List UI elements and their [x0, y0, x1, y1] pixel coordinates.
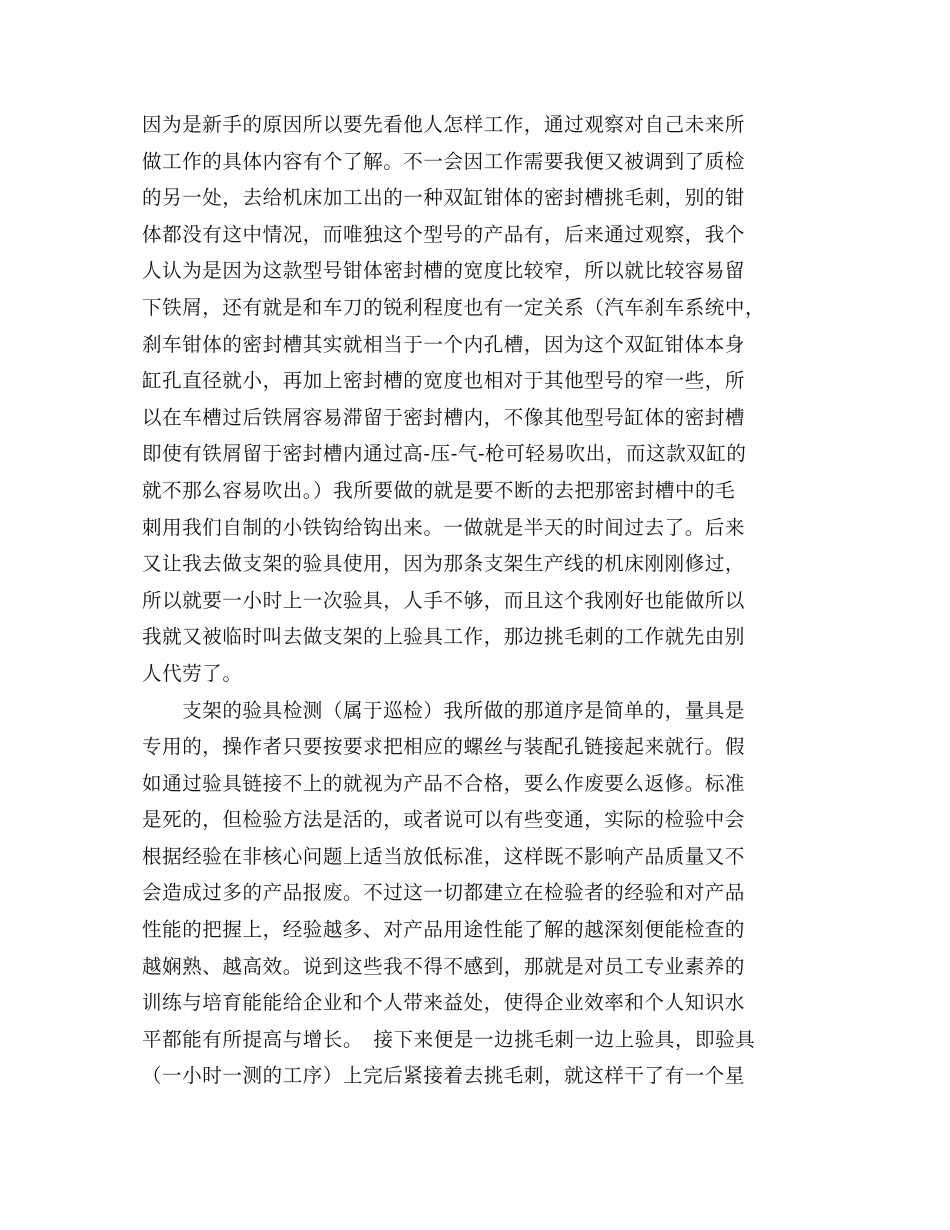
text-line: 训练与培育能能给企业和个人带来益处，使得企业效率和个人知识水 — [142, 991, 746, 1015]
text-line: 即使有铁屑留于密封槽内通过高-压-气-枪可轻易吹出，而这款双缸的 — [142, 442, 747, 466]
text-line: 我就又被临时叫去做支架的上验具工作，那边挑毛刺的工作就先由别 — [142, 625, 746, 649]
text-line: 以在车槽过后铁屑容易滞留于密封槽内，不像其他型号缸体的密封槽 — [142, 405, 746, 429]
text-line: 越娴熟、越高效。说到这些我不得不感到，那就是对员工专业素养的 — [142, 954, 746, 978]
text-line: 缸孔直径就小，再加上密封槽的宽度也相对于其他型号的窄一些，所 — [142, 369, 746, 393]
text-line: 做工作的具体内容有个了解。不一会因工作需要我便又被调到了质检 — [142, 149, 746, 173]
text-line: 的另一处，去给机床加工出的一种双缸钳体的密封槽挑毛刺，别的钳 — [142, 186, 746, 210]
text-line: 所以就要一小时上一次验具，人手不够，而且这个我刚好也能做所以 — [142, 588, 746, 612]
text-line: 专用的，操作者只要按要求把相应的螺丝与装配孔链接起来就行。假 — [142, 735, 746, 759]
text-line: 刺用我们自制的小铁钩给钩出来。一做就是半天的时间过去了。后来 — [142, 515, 746, 539]
text-line: 如通过验具链接不上的就视为产品不合格，要么作废要么返修。标准 — [142, 771, 746, 795]
text-line: 就不那么容易吹出。）我所要做的就是要不断的去把那密封槽中的毛 — [142, 478, 736, 502]
text-line: 体都没有这中情况，而唯独这个型号的产品有，后来通过观察，我个 — [142, 222, 746, 246]
text-line: 人代劳了。 — [142, 661, 243, 685]
text-line: 是死的，但检验方法是活的，或者说可以有些变通，实际的检验中会 — [142, 808, 746, 832]
text-line: 性能的把握上，经验越多、对产品用途性能了解的越深刻便能检查的 — [142, 918, 746, 942]
text-line: 会造成过多的产品报废。不过这一切都建立在检验者的经验和对产品 — [142, 881, 746, 905]
text-line: 人认为是因为这款型号钳体密封槽的宽度比较窄，所以就比较容易留 — [142, 259, 746, 283]
text-line: （一小时一测的工序）上完后紧接着去挑毛刺，就这样干了有一个星 — [142, 1064, 746, 1088]
text-line: 根据经验在非核心问题上适当放低标准，这样既不影响产品质量又不 — [142, 844, 746, 868]
text-line: 平都能有所提高与增长。 接下来便是一边挑毛刺一边上验具，即验具 — [142, 1027, 756, 1051]
text-line: 又让我去做支架的验具使用，因为那条支架生产线的机床刚刚修过， — [142, 552, 746, 576]
text-line: 支架的验具检测（属于巡检）我所做的那道序是简单的，量具是 — [142, 698, 746, 722]
text-line: 下铁屑，还有就是和车刀的锐利程度也有一定关系（汽车刹车系统中， — [142, 295, 766, 319]
document-body — [142, 107, 812, 1095]
text-line: 刹车钳体的密封槽其实就相当于一个内孔槽，因为这个双缸钳体本身 — [142, 332, 746, 356]
text-line: 因为是新手的原因所以要先看他人怎样工作，通过观察对自己未来所 — [142, 113, 746, 136]
